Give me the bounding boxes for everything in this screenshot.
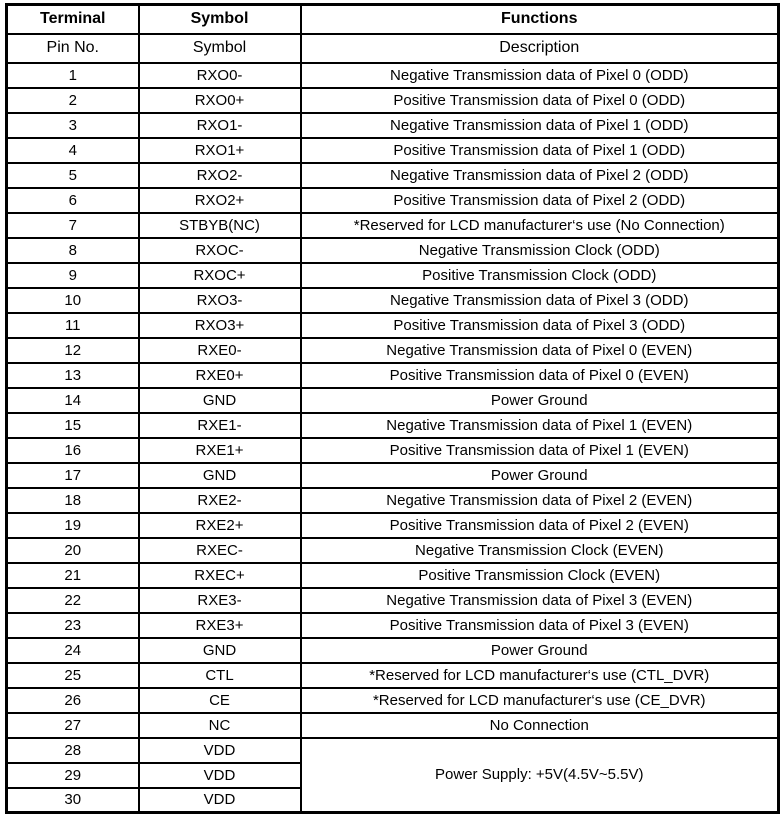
pin-cell: 29: [7, 763, 139, 788]
pin-cell: 8: [7, 238, 139, 263]
table-row: [7, 388, 779, 413]
header-functions: Functions: [301, 5, 779, 34]
subheader-pin-no: Pin No.: [7, 34, 139, 63]
description-cell: Positive Transmission data of Pixel 1 (EVEN): [301, 438, 779, 463]
description-cell: Negative Transmission data of Pixel 2 (EVEN): [301, 488, 779, 513]
description-cell: Positive Transmission data of Pixel 0 (EVEN): [301, 363, 779, 388]
symbol-cell: RXE3+: [139, 613, 301, 638]
pin-cell: 5: [7, 163, 139, 188]
symbol-cell: RXO0+: [139, 88, 301, 113]
subheader-description: Description: [301, 34, 779, 63]
description-cell: Negative Transmission data of Pixel 1 (EVEN): [301, 413, 779, 438]
description-cell: *Reserved for LCD manufacturer‘s use (No Connection): [301, 213, 779, 238]
symbol-cell: RXE1-: [139, 413, 301, 438]
pin-cell: 14: [7, 388, 139, 413]
pin-cell: 28: [7, 738, 139, 763]
symbol-cell: RXE1+: [139, 438, 301, 463]
symbol-cell: RXOC-: [139, 238, 301, 263]
symbol-cell: GND: [139, 463, 301, 488]
symbol-cell: RXO0-: [139, 63, 301, 88]
symbol-cell: VDD: [139, 738, 301, 763]
header-terminal: Terminal: [7, 5, 139, 34]
table-row: [7, 738, 779, 763]
symbol-cell: CE: [139, 688, 301, 713]
description-cell: Negative Transmission data of Pixel 2 (ODD): [301, 163, 779, 188]
table-row: [7, 613, 779, 638]
description-cell: Positive Transmission Clock (EVEN): [301, 563, 779, 588]
symbol-cell: RXO1+: [139, 138, 301, 163]
header-row: [7, 5, 779, 34]
table-row: [7, 63, 779, 88]
table-row: [7, 488, 779, 513]
table-row: [7, 513, 779, 538]
table-row: [7, 163, 779, 188]
subheader-row: [7, 34, 779, 63]
description-cell: Negative Transmission Clock (EVEN): [301, 538, 779, 563]
symbol-cell: VDD: [139, 788, 301, 813]
description-cell: Power Ground: [301, 463, 779, 488]
pin-cell: 15: [7, 413, 139, 438]
pin-cell: 22: [7, 588, 139, 613]
description-cell: Positive Transmission Clock (ODD): [301, 263, 779, 288]
symbol-cell: RXE3-: [139, 588, 301, 613]
pin-cell: 30: [7, 788, 139, 813]
symbol-cell: RXO1-: [139, 113, 301, 138]
pin-cell: 16: [7, 438, 139, 463]
table-row: [7, 238, 779, 263]
pin-cell: 7: [7, 213, 139, 238]
symbol-cell: RXE0-: [139, 338, 301, 363]
table-row: [7, 413, 779, 438]
table-row: [7, 363, 779, 388]
pin-cell: 18: [7, 488, 139, 513]
description-cell: Positive Transmission data of Pixel 2 (EVEN): [301, 513, 779, 538]
symbol-cell: RXO2-: [139, 163, 301, 188]
symbol-cell: RXE0+: [139, 363, 301, 388]
table-row: [7, 538, 779, 563]
symbol-cell: RXEC+: [139, 563, 301, 588]
symbol-cell: RXEC-: [139, 538, 301, 563]
description-cell: Negative Transmission data of Pixel 0 (EVEN): [301, 338, 779, 363]
description-cell: Power Supply: +5V(4.5V~5.5V): [301, 738, 779, 813]
table-row: [7, 663, 779, 688]
pin-cell: 25: [7, 663, 139, 688]
table-row: [7, 338, 779, 363]
table-row: [7, 463, 779, 488]
description-cell: Positive Transmission data of Pixel 1 (ODD): [301, 138, 779, 163]
pin-cell: 19: [7, 513, 139, 538]
symbol-cell: RXO3-: [139, 288, 301, 313]
table-row: [7, 213, 779, 238]
description-cell: *Reserved for LCD manufacturer‘s use (CE_DVR): [301, 688, 779, 713]
symbol-cell: CTL: [139, 663, 301, 688]
pin-cell: 11: [7, 313, 139, 338]
symbol-cell: VDD: [139, 763, 301, 788]
description-cell: Power Ground: [301, 638, 779, 663]
description-cell: *Reserved for LCD manufacturer‘s use (CTL_DVR): [301, 663, 779, 688]
table-row: [7, 588, 779, 613]
pin-cell: 26: [7, 688, 139, 713]
table-row: [7, 263, 779, 288]
description-cell: Power Ground: [301, 388, 779, 413]
pin-cell: 17: [7, 463, 139, 488]
pin-cell: 27: [7, 713, 139, 738]
pin-cell: 21: [7, 563, 139, 588]
table-row: [7, 288, 779, 313]
symbol-cell: GND: [139, 388, 301, 413]
table-row: [7, 638, 779, 663]
table-row: [7, 88, 779, 113]
symbol-cell: RXO3+: [139, 313, 301, 338]
table-row: [7, 313, 779, 338]
description-cell: Negative Transmission data of Pixel 0 (ODD): [301, 63, 779, 88]
pin-cell: 9: [7, 263, 139, 288]
header-symbol: Symbol: [139, 5, 301, 34]
description-cell: Positive Transmission data of Pixel 3 (EVEN): [301, 613, 779, 638]
table-row: [7, 713, 779, 738]
symbol-cell: STBYB(NC): [139, 213, 301, 238]
description-cell: Positive Transmission data of Pixel 3 (ODD): [301, 313, 779, 338]
table-row: [7, 113, 779, 138]
pin-cell: 12: [7, 338, 139, 363]
pin-cell: 4: [7, 138, 139, 163]
table-row: [7, 438, 779, 463]
description-cell: Negative Transmission data of Pixel 3 (EVEN): [301, 588, 779, 613]
description-cell: Positive Transmission data of Pixel 2 (ODD): [301, 188, 779, 213]
description-cell: Negative Transmission data of Pixel 1 (ODD): [301, 113, 779, 138]
pin-cell: 10: [7, 288, 139, 313]
pin-cell: 2: [7, 88, 139, 113]
description-cell: Positive Transmission data of Pixel 0 (ODD): [301, 88, 779, 113]
subheader-symbol: Symbol: [139, 34, 301, 63]
table-row: [7, 138, 779, 163]
symbol-cell: RXE2+: [139, 513, 301, 538]
symbol-cell: RXOC+: [139, 263, 301, 288]
table-row: [7, 563, 779, 588]
symbol-cell: RXO2+: [139, 188, 301, 213]
pin-cell: 23: [7, 613, 139, 638]
symbol-cell: NC: [139, 713, 301, 738]
symbol-cell: RXE2-: [139, 488, 301, 513]
pin-cell: 13: [7, 363, 139, 388]
pin-cell: 1: [7, 63, 139, 88]
description-cell: No Connection: [301, 713, 779, 738]
description-cell: Negative Transmission Clock (ODD): [301, 238, 779, 263]
pin-cell: 3: [7, 113, 139, 138]
pin-cell: 24: [7, 638, 139, 663]
pin-cell: 20: [7, 538, 139, 563]
table-row: [7, 688, 779, 713]
pin-cell: 6: [7, 188, 139, 213]
table-row: [7, 188, 779, 213]
symbol-cell: GND: [139, 638, 301, 663]
description-cell: Negative Transmission data of Pixel 3 (ODD): [301, 288, 779, 313]
pin-assignment-table: [5, 3, 780, 814]
table-body: [7, 63, 779, 813]
